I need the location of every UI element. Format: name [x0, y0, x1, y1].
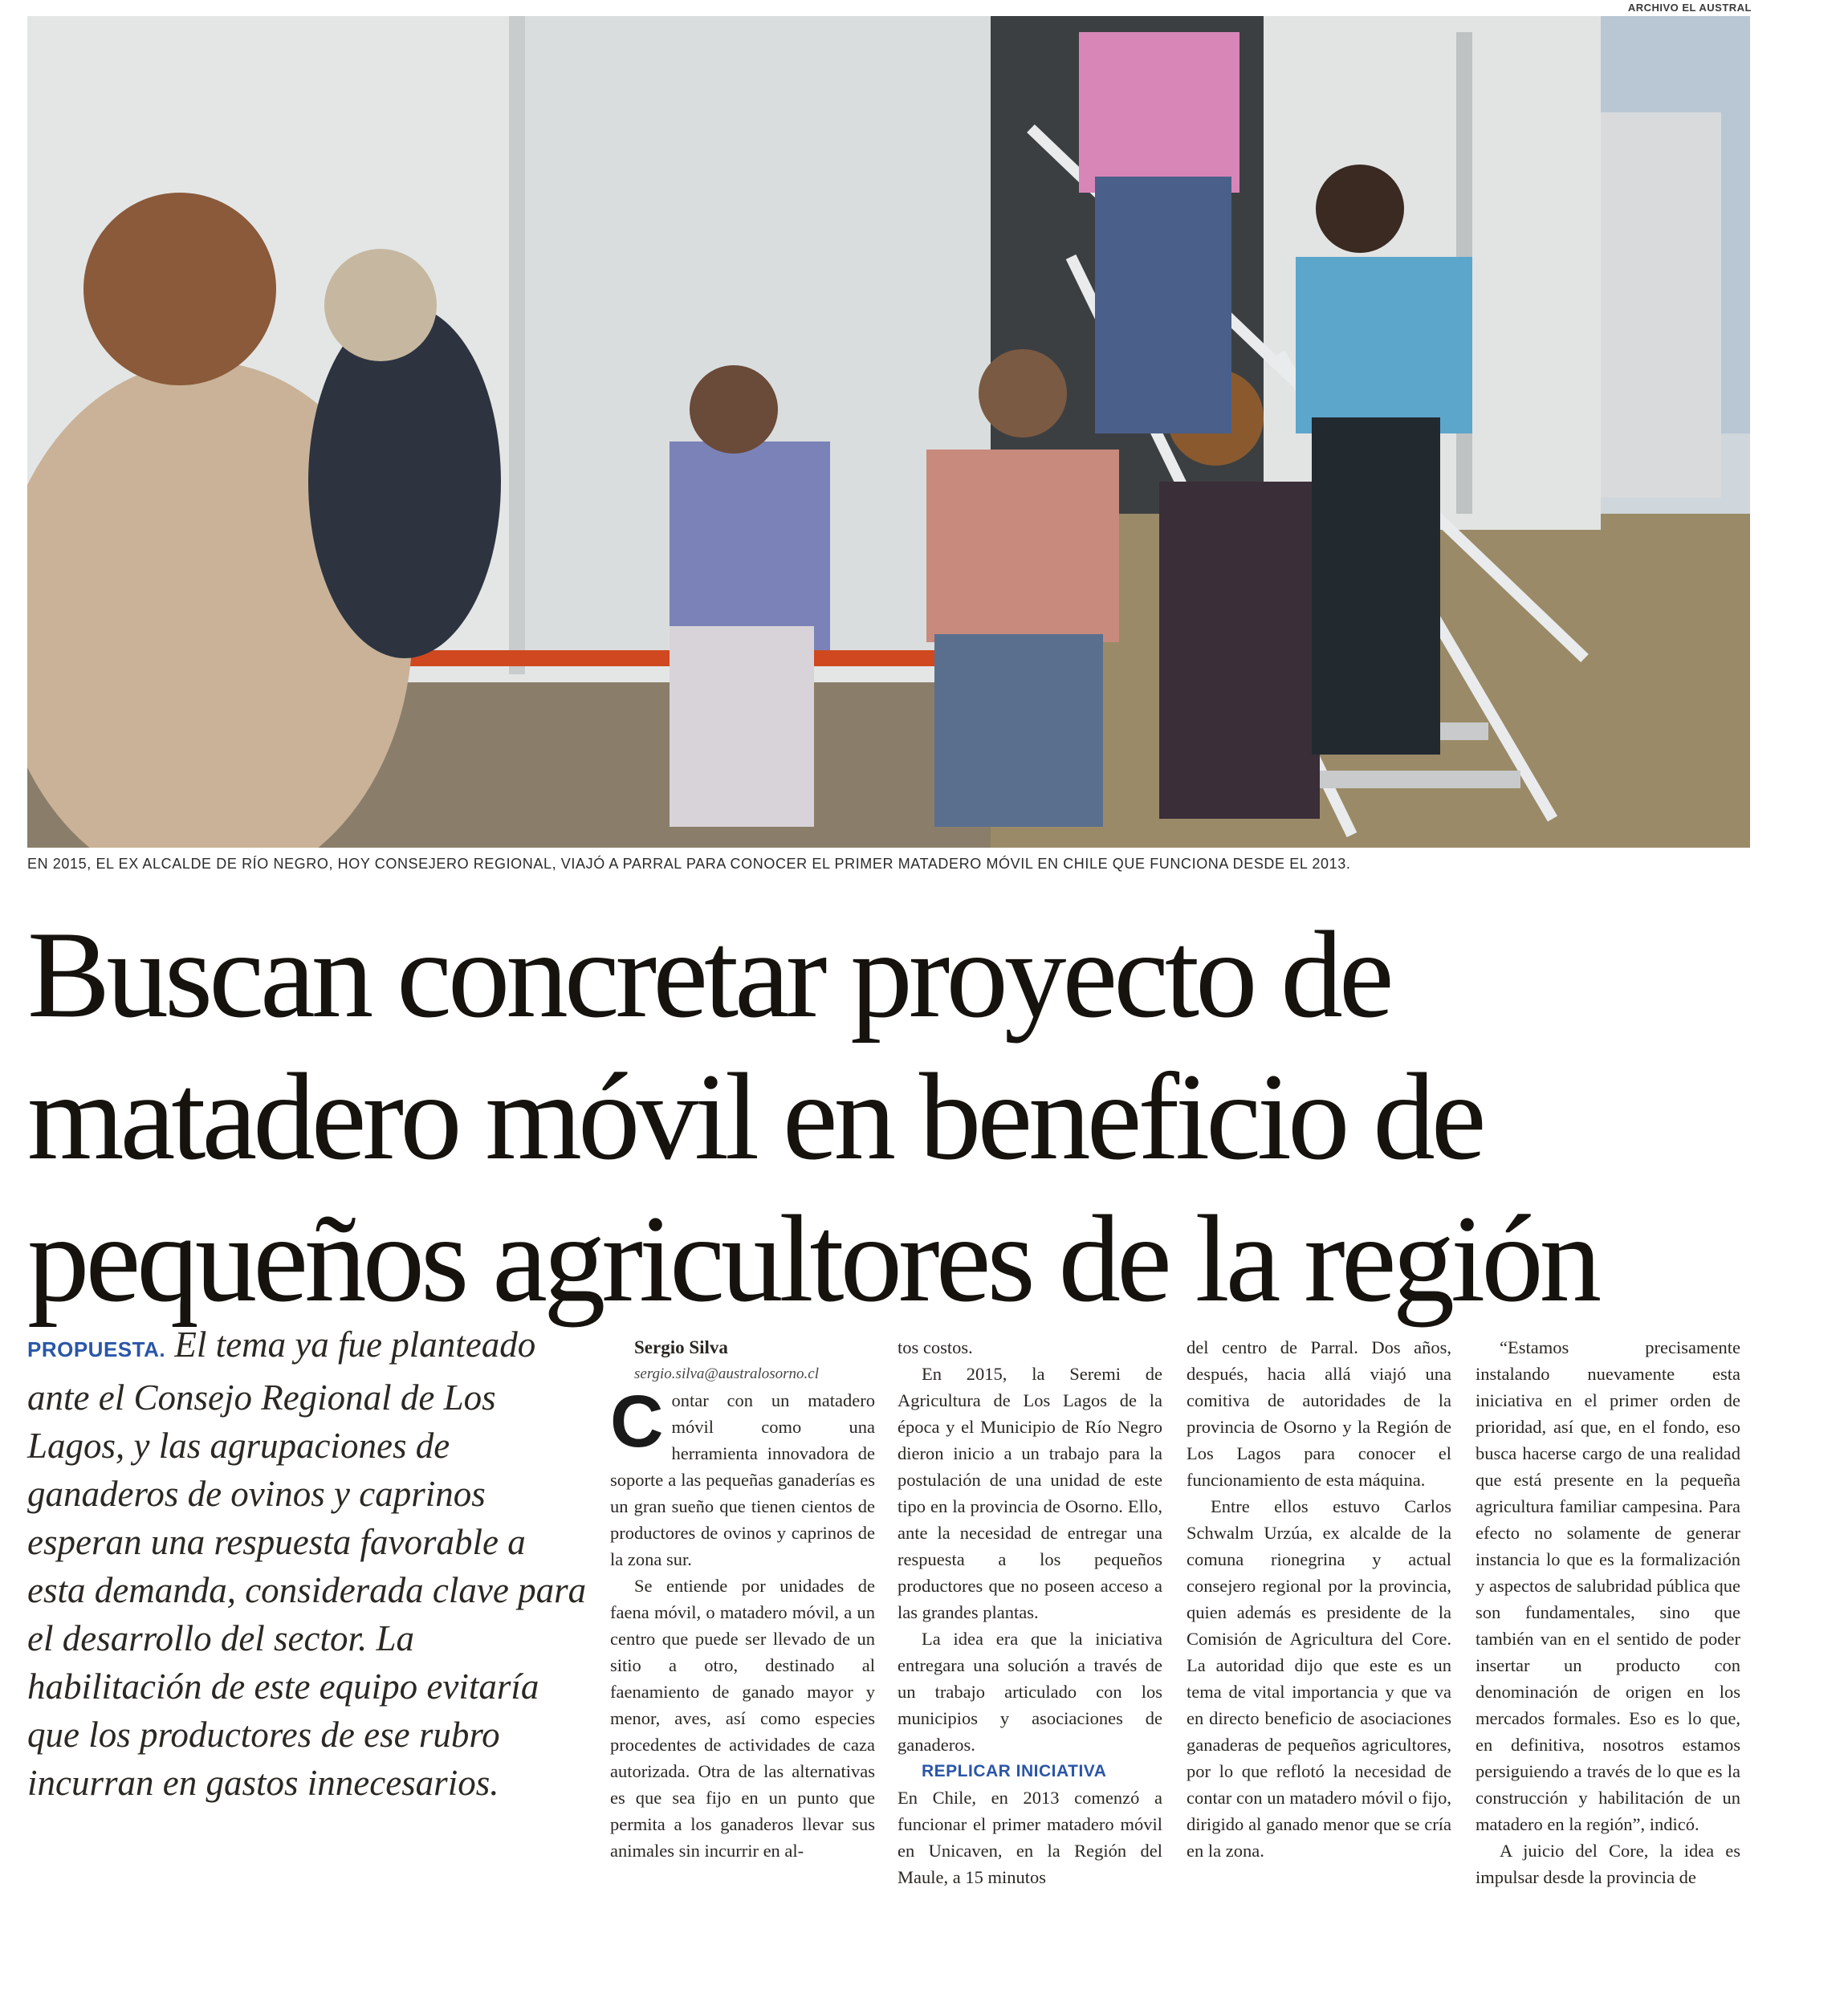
- drop-cap: C: [610, 1381, 664, 1463]
- article-headline: [27, 904, 1761, 1330]
- body-paragraph: En 2015, la Seremi de Agricultura de Los Lagos de la época y el Municipio de Río Negro dieron inicio a un trabajo para la postulación de una unidad de este tipo en la provincia de Osorno. Ello, ante la necesidad de entregar una respuesta a los pequeños productores que no poseen acceso a las grandes plantas.: [898, 1364, 1162, 1622]
- body-paragraph: Entre ellos estuvo Carlos Schwalm Urzúa, ex alcalde de la comuna rionegrina y actual consejero regional por la provincia, quien además es presidente de la Comisión de Agricultura del Core. La autoridad dijo que este es un tema de vital importancia y que va en directo beneficio de asociaciones ganaderas de pequeños agricultores, por lo que reflotó la necesidad de contar con un matadero móvil o fijo, dirigido al ganado menor que se cría en la zona.: [1187, 1496, 1451, 1861]
- photo-credit: ARCHIVO EL AUSTRAL: [1627, 2, 1752, 14]
- body-paragraph: A juicio del Core, la idea es impulsar desde la provincia de: [1476, 1841, 1740, 1887]
- lead-kicker: PROPUESTA.: [27, 1337, 166, 1361]
- section-subhead: REPLICAR INICIATIVA: [922, 1762, 1107, 1780]
- column-1: [610, 1334, 875, 1864]
- photo-caption: EN 2015, EL EX ALCALDE DE RÍO NEGRO, HOY CONSEJERO REGIONAL, VIAJÓ A PARRAL PARA CONOCER EL PRIMER MATADERO MÓVIL EN CHILE QUE FUNCIONA DESDE EL 2013.: [27, 856, 1351, 872]
- body-paragraph: del centro de Parral. Dos años, después, hacia allá viajó una comitiva de autoridades de la provincia de Osorno y la Región de Los Lagos para conocer el funcionamiento de esta máquina.: [1187, 1337, 1451, 1490]
- body-paragraph: Se entiende por unidades de faena móvil, o matadero móvil, a un centro que puede ser llevado de un sitio a otro, destinado al faenamiento de ganado mayor y menor, aves, así como especies procedentes de actividades de caza autorizada. Otra de las alternativas es que sea fijo en un punto que permita a los ganaderos llevar sus animales sin incurrir en al-: [610, 1576, 875, 1861]
- lead-paragraph: [27, 1320, 589, 1807]
- column-3: [1187, 1334, 1451, 1864]
- article-photo: [27, 16, 1750, 848]
- headline-line-2: matadero móvil en beneficio de: [27, 1048, 1483, 1186]
- lead-text: El tema ya fue planteado ante el Consejo Regional de Los Lagos, y las agrupaciones de ganaderos de ovinos y caprinos esperan una respuesta favorable a esta demanda, considerada clave para el desarrollo del sector. La habilitación de este equipo evitaría que los productores de ese rubro incurran en gastos innecesarios.: [27, 1324, 587, 1803]
- byline-email: sergio.silva@australosorno.cl: [634, 1365, 820, 1382]
- body-paragraph: tos costos.: [898, 1337, 973, 1357]
- body-paragraph: La idea era que la iniciativa entregara una solución a través de un trabajo articulado con los municipios y asociaciones de ganaderos.: [898, 1629, 1162, 1755]
- body-paragraph: En Chile, en 2013 comenzó a funcionar el primer matadero móvil en Unicaven, en la Región del Maule, a 15 minutos: [898, 1788, 1162, 1887]
- body-paragraph: “Estamos precisamente instalando nuevamente esta iniciativa en el primer orden de prioridad, así que, en el fondo, eso busca hacerse cargo de una realidad que está presente en la pequeña agricultura familiar campesina. Para efecto no solamente de generar instancia lo que es la formalización y aspectos de salubridad pública que son fundamentales, sino que también van en el sentido de poder insertar un producto con denominación de origen en los mercados formales. Eso es lo que, en definitiva, nosotros estamos persiguiendo a través de lo que es la construcción y habilitación de un matadero en la región”, indicó.: [1476, 1337, 1740, 1834]
- body-paragraph: Contar con un matadero móvil como una herramienta innovadora de soporte a las pequeñas ganaderías es un gran sueño que tienen cientos de productores de ovinos y caprinos de la zona sur.: [610, 1381, 875, 1569]
- headline-line-3: pequeños agricultores de la región: [27, 1190, 1598, 1328]
- headline-line-1: Buscan concretar proyecto de: [27, 905, 1390, 1044]
- column-4: [1476, 1334, 1740, 1890]
- column-2: [898, 1334, 1162, 1890]
- byline-author: Sergio Silva: [634, 1337, 728, 1357]
